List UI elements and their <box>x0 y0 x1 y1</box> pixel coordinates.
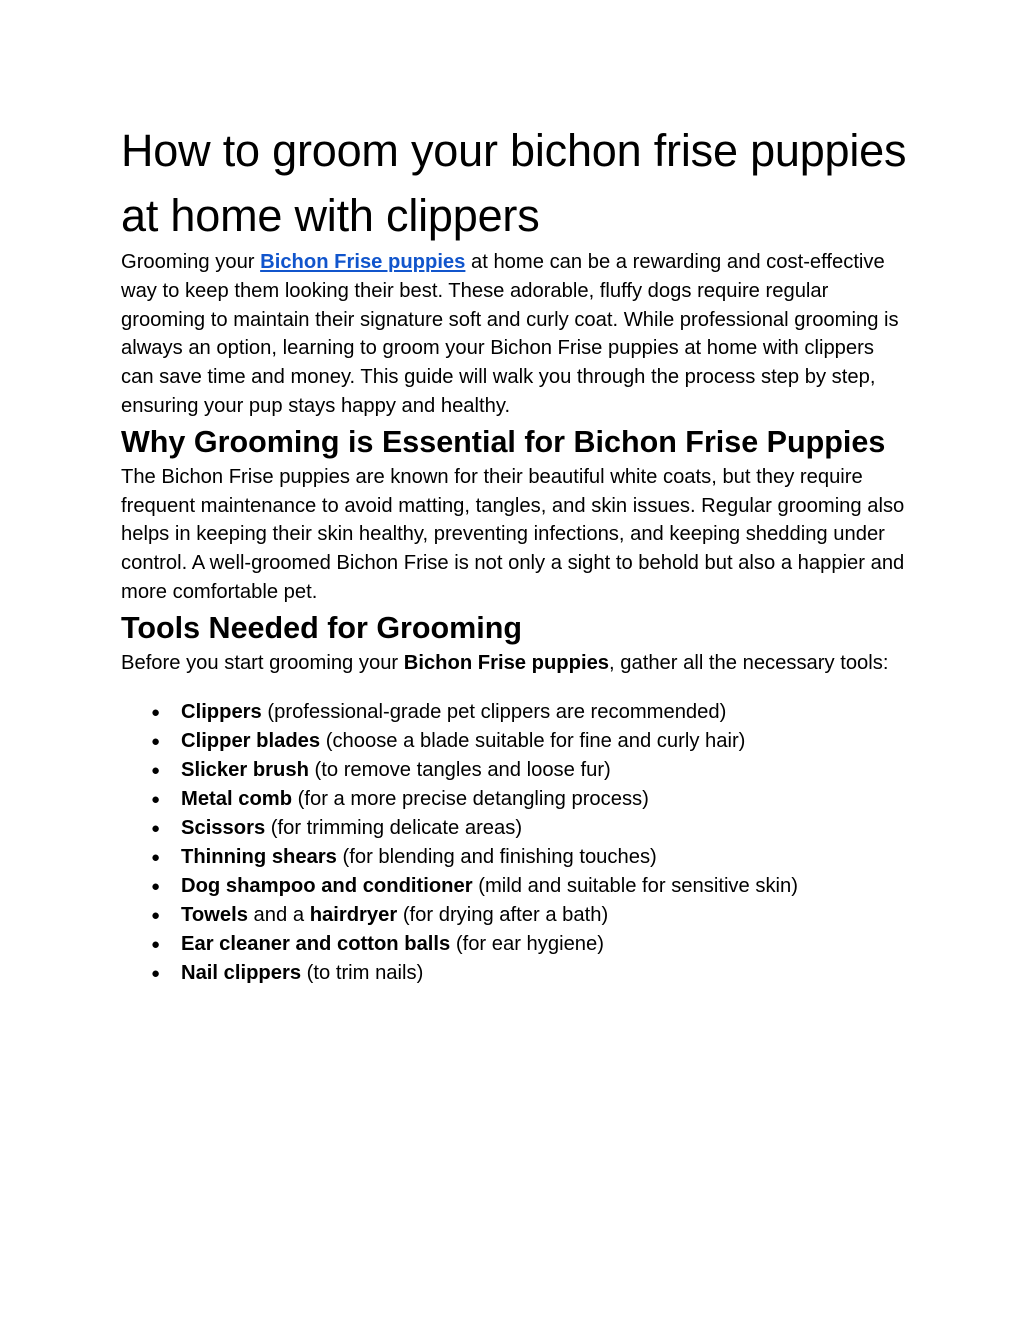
tool-name: Thinning shears <box>181 845 337 868</box>
bullet-icon: ● <box>151 761 161 779</box>
bichon-frise-puppies-link[interactable]: Bichon Frise puppies <box>260 251 466 273</box>
intro-paragraph <box>121 248 911 421</box>
bullet-icon: ● <box>151 819 161 837</box>
tool-name: Nail clippers <box>181 961 302 984</box>
list-item <box>121 698 911 727</box>
document-page <box>121 118 911 988</box>
tool-description: (professional-grade pet clippers are recommended) <box>261 700 727 723</box>
tool-name: Towels <box>181 903 248 926</box>
intro-text-start: Grooming your <box>121 251 261 273</box>
tool-name: Ear cleaner and cotton balls <box>181 932 451 955</box>
bullet-icon: ● <box>151 964 161 982</box>
tools-intro-bold: Bichon Frise puppies <box>403 651 610 674</box>
tool-name-secondary: hairdryer <box>309 903 398 926</box>
tool-name: Clipper blades <box>181 729 321 752</box>
tool-name: Dog shampoo and conditioner <box>181 874 473 897</box>
document-title: How to groom your bichon frise puppies at home with clippers <box>121 125 907 241</box>
list-item <box>121 756 911 785</box>
tool-description: (for blending and finishing touches) <box>336 845 657 868</box>
list-item <box>121 785 911 814</box>
list-item <box>121 814 911 843</box>
why-grooming-paragraph: The Bichon Frise puppies are known for their beautiful white coats, but they require frequent maintenance to avoid matting, tangles, and skin issues. Regular grooming also helps in keeping their skin healthy, preventing infections, and keeping shedding under control. A well-groomed Bichon Frise is not only a sight to behold but also a happier and more comfortable pet. <box>121 465 905 603</box>
list-item <box>121 727 911 756</box>
bullet-icon: ● <box>151 848 161 866</box>
tool-description: (to remove tangles and loose fur) <box>308 758 611 781</box>
tools-needed-heading: Tools Needed for Grooming <box>121 610 523 645</box>
bullet-icon: ● <box>151 790 161 808</box>
list-item <box>121 901 911 930</box>
tool-name: Slicker brush <box>181 758 309 781</box>
tool-connector: and a <box>247 903 310 926</box>
tool-description: (mild and suitable for sensitive skin) <box>472 874 798 897</box>
tool-description: (for drying after a bath) <box>397 903 609 926</box>
list-item <box>121 843 911 872</box>
tools-list <box>121 698 911 988</box>
tool-description: (for trimming delicate areas) <box>265 816 523 839</box>
tool-description: (choose a blade suitable for fine and curly hair) <box>320 729 746 752</box>
tool-description: (for ear hygiene) <box>450 932 604 955</box>
tool-name: Metal comb <box>181 787 293 810</box>
tools-intro-start: Before you start grooming your <box>121 651 404 674</box>
tools-intro-paragraph <box>121 649 911 678</box>
bullet-icon: ● <box>151 732 161 750</box>
tool-name: Scissors <box>181 816 266 839</box>
bullet-icon: ● <box>151 935 161 953</box>
list-item <box>121 872 911 901</box>
tool-description: (for a more precise detangling process) <box>292 787 649 810</box>
tool-name: Clippers <box>181 700 262 723</box>
list-item <box>121 930 911 959</box>
bullet-icon: ● <box>151 703 161 721</box>
why-grooming-heading: Why Grooming is Essential for Bichon Frise Puppies <box>121 424 886 459</box>
bullet-icon: ● <box>151 906 161 924</box>
intro-text-end: at home can be a rewarding and cost-effective way to keep them looking their best. These adorable, fluffy dogs require regular grooming to maintain their signature soft and curly coat. While professional grooming is always an option, learning to groom your Bichon Frise puppies at home with clippers can save time and money. This guide will walk you through the process step by step, ensuring your pup stays happy and healthy. <box>121 251 899 417</box>
bullet-icon: ● <box>151 877 161 895</box>
tools-intro-end: , gather all the necessary tools: <box>609 651 889 674</box>
tool-description: (to trim nails) <box>301 961 424 984</box>
list-item <box>121 959 911 988</box>
